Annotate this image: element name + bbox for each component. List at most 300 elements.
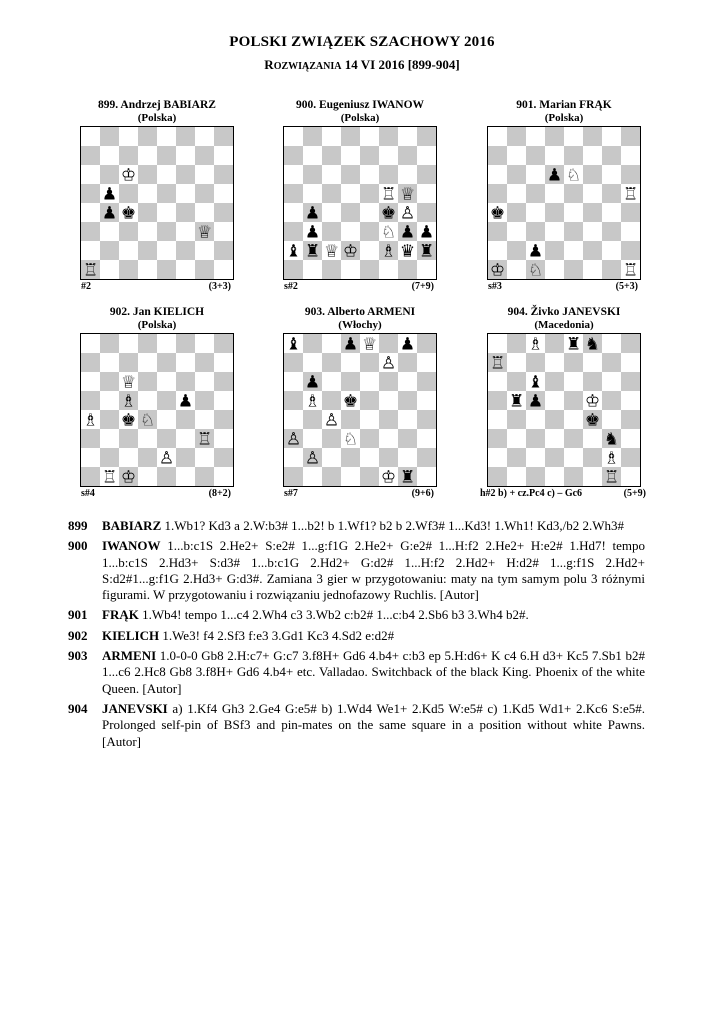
chess-board-902 — [80, 333, 234, 487]
board-square — [488, 410, 507, 429]
board-square — [417, 448, 436, 467]
board-square — [100, 334, 119, 353]
solution-902 — [68, 628, 645, 644]
white-rook-icon: ♖ — [489, 353, 506, 374]
problem-title: 900. Eugeniusz IWANOW — [295, 99, 425, 111]
board-square — [214, 391, 233, 410]
board-square — [100, 241, 119, 260]
black-pawn-icon: ♟ — [101, 184, 118, 205]
board-square — [119, 184, 138, 203]
board-square — [341, 127, 360, 146]
white-rook-icon: ♖ — [196, 429, 213, 450]
problem-title: 904. Živko JANEVSKI — [507, 306, 621, 318]
board-square — [341, 165, 360, 184]
board-square — [507, 222, 526, 241]
board-square — [602, 222, 621, 241]
board-square — [195, 391, 214, 410]
board-square — [583, 165, 602, 184]
black-pawn-icon: ♟ — [304, 203, 321, 224]
board-square — [81, 467, 100, 486]
solution-moves: a) 1.Kf4 Gh3 2.Ge4 G:e5# b) 1.Wd4 We1+ 2.Kd5 W:e5# c) 1.Kd5 Wd1+ 2.Kc6 S:e5#. Prolonged self-pin of BSf3 and pin-mates on the same square in a position without white Pawns. [Autor] — [102, 700, 645, 749]
board-square — [214, 448, 233, 467]
page-subtitle — [0, 57, 724, 73]
board-square — [157, 410, 176, 429]
board-square — [214, 260, 233, 279]
board-square — [488, 334, 507, 353]
board-square — [360, 241, 379, 260]
board-square — [379, 334, 398, 353]
board-square — [176, 127, 195, 146]
board-square — [417, 260, 436, 279]
board-square — [583, 146, 602, 165]
board-square — [583, 372, 602, 391]
black-rook-icon: ♜ — [418, 241, 435, 262]
board-square — [398, 165, 417, 184]
white-queen-icon: ♕ — [399, 184, 416, 205]
board-square — [81, 391, 100, 410]
board-square — [564, 184, 583, 203]
board-square — [138, 165, 157, 184]
board-square — [157, 260, 176, 279]
white-knight-icon: ♘ — [380, 222, 397, 243]
board-square — [119, 353, 138, 372]
problem-country: (Włochy) — [338, 319, 382, 331]
black-king-icon: ♚ — [120, 203, 137, 224]
problem-footer — [284, 281, 434, 292]
white-bishop-icon: ♗ — [603, 448, 620, 469]
board-square — [360, 222, 379, 241]
board-square — [488, 391, 507, 410]
stipulation: s#7 — [284, 488, 298, 499]
board-square — [507, 184, 526, 203]
board-square — [176, 165, 195, 184]
problem-title: 902. Jan KIELICH — [109, 306, 205, 318]
white-knight-icon: ♘ — [527, 260, 544, 280]
board-square — [284, 260, 303, 279]
board-square — [526, 448, 545, 467]
black-king-icon: ♚ — [489, 203, 506, 224]
board-square — [602, 410, 621, 429]
stipulation: s#2 — [284, 281, 298, 292]
board-square — [360, 165, 379, 184]
board-square — [157, 203, 176, 222]
board-square — [81, 448, 100, 467]
board-square — [303, 146, 322, 165]
board-square — [284, 410, 303, 429]
board-square — [119, 334, 138, 353]
subtitle-smallcaps: OZWIĄZANIA — [273, 61, 342, 72]
board-square — [100, 372, 119, 391]
board-square — [417, 353, 436, 372]
solutions-list — [68, 518, 645, 754]
board-square — [157, 391, 176, 410]
board-square — [322, 260, 341, 279]
solution-author: IWANOW — [102, 538, 161, 554]
solution-number: 903 — [68, 648, 88, 664]
problem-footer — [488, 281, 638, 292]
board-square — [157, 429, 176, 448]
problem-903 — [280, 306, 440, 499]
board-square — [341, 203, 360, 222]
board-square — [138, 146, 157, 165]
board-square — [621, 241, 640, 260]
board-square — [322, 334, 341, 353]
solution-number: 899 — [68, 518, 88, 533]
black-pawn-icon: ♟ — [177, 391, 194, 412]
black-knight-icon: ♞ — [584, 334, 601, 355]
board-square — [322, 184, 341, 203]
board-square — [157, 372, 176, 391]
subtitle-initial: R — [264, 57, 274, 72]
board-square — [100, 410, 119, 429]
board-square — [398, 429, 417, 448]
white-pawn-icon: ♙ — [158, 448, 175, 469]
board-square — [398, 391, 417, 410]
board-square — [526, 203, 545, 222]
board-square — [507, 165, 526, 184]
board-square — [526, 467, 545, 486]
board-square — [360, 184, 379, 203]
board-square — [81, 334, 100, 353]
solution-moves: 1.0-0-0 Gb8 2.H:c7+ G:c7 3.f8H+ Gd6 4.b4+ c:b3 ep 5.H:d6+ K c4 6.H d3+ Kc5 7.Sb1 b2# 1...c6 2.Hc8 Gb8 3.f8H+ Gd6 4.b4+ etc. Valladao. Switchback of the black King. Phoenix of the white Queen. [Autor] — [102, 648, 645, 696]
board-square — [526, 146, 545, 165]
white-king-icon: ♔ — [120, 467, 137, 487]
board-square — [81, 184, 100, 203]
board-square — [545, 127, 564, 146]
board-square — [214, 241, 233, 260]
board-square — [360, 353, 379, 372]
chess-board-901 — [487, 126, 641, 280]
solution-text — [102, 648, 645, 697]
board-square — [621, 127, 640, 146]
board-square — [488, 372, 507, 391]
board-square — [214, 165, 233, 184]
white-pawn-icon: ♙ — [399, 203, 416, 224]
board-square — [564, 353, 583, 372]
white-rook-icon: ♖ — [82, 260, 99, 280]
board-square — [379, 165, 398, 184]
board-square — [360, 146, 379, 165]
board-square — [488, 222, 507, 241]
white-bishop-icon: ♗ — [380, 241, 397, 262]
board-square — [195, 410, 214, 429]
board-square — [602, 260, 621, 279]
board-square — [138, 429, 157, 448]
board-square — [564, 467, 583, 486]
board-square — [417, 391, 436, 410]
board-square — [214, 467, 233, 486]
board-square — [138, 372, 157, 391]
board-square — [303, 467, 322, 486]
board-square — [379, 127, 398, 146]
black-pawn-icon: ♟ — [101, 203, 118, 224]
piece-count: (7+9) — [411, 281, 434, 292]
board-square — [583, 448, 602, 467]
board-square — [176, 146, 195, 165]
board-square — [81, 353, 100, 372]
board-square — [100, 165, 119, 184]
board-square — [100, 448, 119, 467]
solution-number: 900 — [68, 538, 88, 554]
solution-author: KIELICH — [102, 627, 160, 643]
board-square — [621, 165, 640, 184]
board-square — [488, 241, 507, 260]
board-square — [507, 410, 526, 429]
stipulation: h#2 b) + cz.Pc4 c) – Gc6 — [480, 488, 583, 499]
board-square — [322, 391, 341, 410]
board-square — [214, 222, 233, 241]
stipulation: s#3 — [488, 281, 502, 292]
board-square — [545, 448, 564, 467]
white-pawn-icon: ♙ — [285, 429, 302, 450]
solution-900 — [68, 538, 645, 603]
board-square — [417, 372, 436, 391]
board-square — [488, 165, 507, 184]
board-square — [138, 241, 157, 260]
problem-footer — [81, 281, 231, 292]
board-square — [526, 410, 545, 429]
board-square — [360, 203, 379, 222]
page-title: POLSKI ZWIĄZEK SZACHOWY 2016 — [229, 34, 495, 50]
board-square — [621, 410, 640, 429]
board-square — [602, 146, 621, 165]
black-knight-icon: ♞ — [603, 429, 620, 450]
board-square — [176, 353, 195, 372]
board-square — [621, 448, 640, 467]
board-square — [360, 260, 379, 279]
problem-country: (Polska) — [137, 112, 177, 124]
board-square — [284, 222, 303, 241]
solution-author: BABIARZ — [102, 518, 162, 533]
black-king-icon: ♚ — [120, 410, 137, 431]
black-pawn-icon: ♟ — [527, 391, 544, 412]
piece-count: (3+3) — [208, 281, 231, 292]
board-square — [507, 372, 526, 391]
board-square — [564, 222, 583, 241]
board-square — [284, 391, 303, 410]
board-square — [303, 410, 322, 429]
black-king-icon: ♚ — [342, 391, 359, 412]
board-square — [119, 127, 138, 146]
board-square — [360, 410, 379, 429]
board-square — [602, 372, 621, 391]
white-bishop-icon: ♗ — [82, 410, 99, 431]
board-square — [195, 165, 214, 184]
subtitle-date: 14 VI 2016 [899-904] — [341, 57, 460, 72]
board-square — [214, 184, 233, 203]
board-square — [545, 260, 564, 279]
solution-903 — [68, 648, 645, 697]
black-pawn-icon: ♟ — [546, 165, 563, 186]
board-square — [398, 353, 417, 372]
board-square — [564, 260, 583, 279]
white-rook-icon: ♖ — [380, 184, 397, 205]
board-square — [176, 260, 195, 279]
board-square — [341, 222, 360, 241]
board-square — [583, 241, 602, 260]
board-square — [284, 467, 303, 486]
white-rook-icon: ♖ — [101, 467, 118, 487]
board-square — [119, 146, 138, 165]
board-square — [398, 448, 417, 467]
black-pawn-icon: ♟ — [527, 241, 544, 262]
board-square — [417, 429, 436, 448]
board-square — [322, 127, 341, 146]
board-square — [81, 146, 100, 165]
board-square — [379, 391, 398, 410]
board-square — [214, 353, 233, 372]
board-square — [564, 372, 583, 391]
board-square — [564, 146, 583, 165]
board-square — [341, 372, 360, 391]
board-square — [284, 353, 303, 372]
board-square — [398, 410, 417, 429]
board-square — [398, 260, 417, 279]
black-rook-icon: ♜ — [565, 334, 582, 355]
board-square — [119, 260, 138, 279]
white-queen-icon: ♕ — [323, 241, 340, 262]
board-square — [564, 127, 583, 146]
board-square — [488, 127, 507, 146]
board-square — [214, 203, 233, 222]
board-square — [545, 203, 564, 222]
chess-board-899 — [80, 126, 234, 280]
board-square — [157, 467, 176, 486]
board-square — [398, 146, 417, 165]
solution-number: 901 — [68, 607, 88, 623]
board-square — [564, 391, 583, 410]
stipulation: #2 — [81, 281, 91, 292]
board-square — [195, 203, 214, 222]
board-square — [417, 184, 436, 203]
board-square — [195, 334, 214, 353]
board-square — [545, 241, 564, 260]
board-square — [176, 448, 195, 467]
problem-country: (Polska) — [544, 112, 584, 124]
board-square — [564, 448, 583, 467]
board-square — [195, 448, 214, 467]
board-square — [379, 372, 398, 391]
board-square — [157, 184, 176, 203]
board-square — [81, 429, 100, 448]
board-square — [100, 391, 119, 410]
black-pawn-icon: ♟ — [399, 222, 416, 243]
board-square — [176, 203, 195, 222]
solution-text — [102, 538, 645, 603]
board-square — [176, 429, 195, 448]
board-square — [583, 127, 602, 146]
chess-board-900 — [283, 126, 437, 280]
board-square — [157, 241, 176, 260]
board-square — [398, 127, 417, 146]
stipulation: s#4 — [81, 488, 95, 499]
board-square — [176, 222, 195, 241]
board-square — [81, 222, 100, 241]
board-square — [303, 353, 322, 372]
board-square — [545, 372, 564, 391]
white-rook-icon: ♖ — [603, 467, 620, 487]
white-rook-icon: ♖ — [622, 184, 639, 205]
board-square — [417, 146, 436, 165]
board-square — [602, 165, 621, 184]
board-square — [488, 184, 507, 203]
board-square — [545, 429, 564, 448]
board-square — [507, 334, 526, 353]
board-square — [360, 391, 379, 410]
board-square — [507, 127, 526, 146]
board-square — [507, 146, 526, 165]
board-square — [138, 184, 157, 203]
black-rook-icon: ♜ — [304, 241, 321, 262]
white-queen-icon: ♕ — [120, 372, 137, 393]
board-square — [360, 429, 379, 448]
board-square — [176, 467, 195, 486]
board-square — [81, 203, 100, 222]
piece-count: (5+3) — [615, 281, 638, 292]
board-square — [564, 410, 583, 429]
board-square — [417, 203, 436, 222]
board-square — [417, 467, 436, 486]
problem-title: 901. Marian FRĄK — [516, 99, 612, 111]
solution-moves: 1.We3! f4 2.Sf3 f:e3 3.Gd1 Kc3 4.Sd2 e:d2# — [159, 627, 395, 643]
black-pawn-icon: ♟ — [342, 334, 359, 355]
board-square — [545, 334, 564, 353]
board-square — [583, 353, 602, 372]
white-knight-icon: ♘ — [565, 165, 582, 186]
board-square — [602, 391, 621, 410]
board-square — [284, 203, 303, 222]
board-square — [341, 146, 360, 165]
board-square — [214, 127, 233, 146]
board-square — [526, 184, 545, 203]
board-square — [564, 203, 583, 222]
board-square — [303, 260, 322, 279]
board-square — [526, 353, 545, 372]
board-square — [341, 260, 360, 279]
white-king-icon: ♔ — [120, 165, 137, 186]
board-square — [303, 184, 322, 203]
board-square — [379, 146, 398, 165]
board-square — [379, 260, 398, 279]
board-square — [602, 203, 621, 222]
board-square — [119, 222, 138, 241]
board-square — [284, 372, 303, 391]
solution-author: FRĄK — [102, 607, 139, 623]
white-queen-icon: ♕ — [196, 222, 213, 243]
board-square — [138, 260, 157, 279]
board-square — [157, 353, 176, 372]
board-square — [564, 241, 583, 260]
board-square — [81, 127, 100, 146]
problem-title: 903. Alberto ARMENI — [304, 306, 416, 318]
white-rook-icon: ♖ — [622, 260, 639, 280]
board-square — [303, 165, 322, 184]
board-square — [138, 334, 157, 353]
board-square — [100, 222, 119, 241]
solution-901 — [68, 607, 645, 623]
board-square — [303, 429, 322, 448]
board-square — [621, 467, 640, 486]
board-square — [360, 448, 379, 467]
board-square — [81, 372, 100, 391]
board-square — [195, 260, 214, 279]
board-square — [322, 429, 341, 448]
board-square — [621, 372, 640, 391]
board-square — [157, 146, 176, 165]
white-king-icon: ♔ — [489, 260, 506, 280]
white-bishop-icon: ♗ — [527, 334, 544, 355]
board-square — [195, 127, 214, 146]
